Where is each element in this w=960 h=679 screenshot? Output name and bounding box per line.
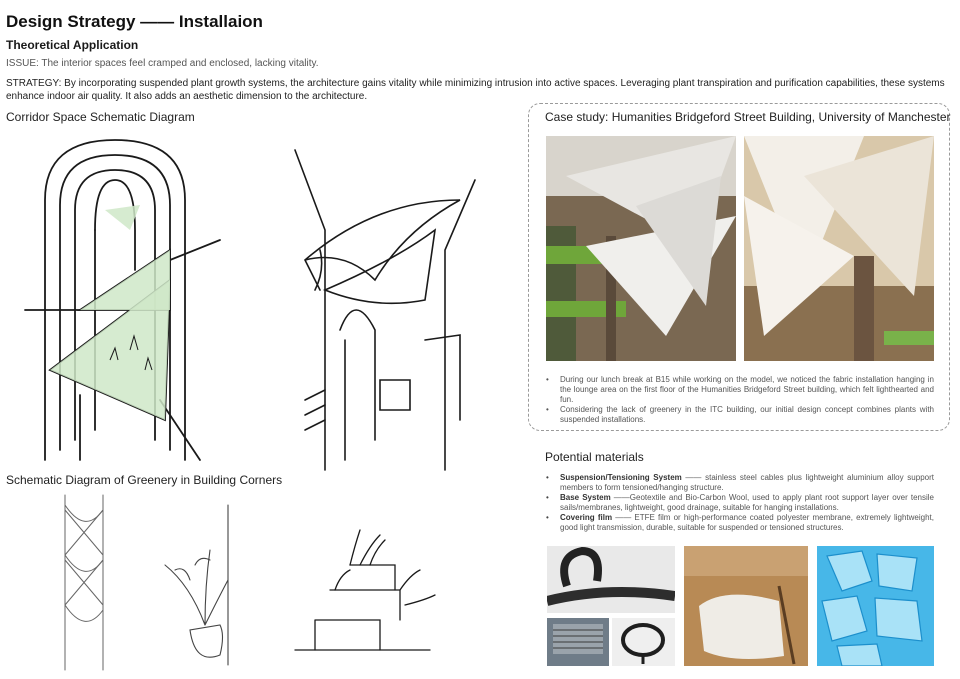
page-title: Design Strategy —— Installaion xyxy=(6,12,263,31)
corner-sketch-net xyxy=(55,495,125,670)
material-photo-geotextile xyxy=(684,546,808,666)
material-photo-etfe xyxy=(817,546,934,666)
material-item-suspension xyxy=(546,473,934,493)
material-term: Suspension/Tensioning System xyxy=(560,473,682,482)
material-term: Base System xyxy=(560,493,611,502)
material-photo-cable-ring xyxy=(612,618,675,666)
bullet-dot: • xyxy=(546,493,549,502)
case-photo-right xyxy=(744,136,934,361)
bullet-dot: • xyxy=(546,375,549,384)
case-bullet-text: Considering the lack of greenery in the ITC building, our initial design concept combines plants with suspended installations. xyxy=(560,405,934,424)
corner-sketch-plant xyxy=(150,505,265,670)
material-desc: ——Geotextile and Bio-Carbon Wool, used to apply plant root support layer over tensile sails/membranes, lightweight, good drainage, suitable for hanging installations. xyxy=(560,493,934,512)
corner-sketch-planters xyxy=(290,530,445,665)
strategy-text: STRATEGY: By incorporating suspended plant growth systems, the architecture gains vitality while minimizing intrusion into active spaces. Leveraging plant transpiration and purification capabilities, these systems enhance indoor air quality. It also adds an aesthetic dimension to the architecture. xyxy=(6,78,945,102)
case-photo-left xyxy=(546,136,736,361)
case-bullet-text: During our lunch break at B15 while working on the model, we noticed the fabric installation hanging in the lounge area on the first floor of the Humanities Bridgeford Street building, which felt lighthearted and fun. xyxy=(560,375,934,404)
material-item-base xyxy=(546,493,934,513)
case-study-heading: Case study: Humanities Bridgeford Street Building, University of Manchester xyxy=(545,110,951,124)
corridor-heading: Corridor Space Schematic Diagram xyxy=(6,110,195,124)
page-subtitle: Theoretical Application xyxy=(6,38,139,52)
case-bullet-1 xyxy=(546,375,934,405)
corridor-sketch-arches xyxy=(20,130,270,470)
issue-text: ISSUE: The interior spaces feel cramped and enclosed, lacking vitality. xyxy=(6,58,319,69)
bullet-dot: • xyxy=(546,513,549,522)
case-bullet-2 xyxy=(546,405,934,425)
material-item-covering xyxy=(546,513,934,533)
corridor-sketch-fabric xyxy=(285,140,500,470)
material-photo-shackle xyxy=(547,546,675,613)
material-photo-frame xyxy=(547,618,609,666)
material-desc: —— stainless steel cables plus lightweight aluminium alloy support members to form tensioned/hanging structure. xyxy=(560,473,934,492)
materials-heading: Potential materials xyxy=(545,450,644,464)
material-term: Covering film xyxy=(560,513,613,522)
corners-heading: Schematic Diagram of Greenery in Building Corners xyxy=(6,473,283,487)
bullet-dot: • xyxy=(546,405,549,414)
material-desc: —— ETFE film or high-performance coated polyester membrane, extremely lightweight, good light transmission, durable, suitable for suspended or tensioned structures. xyxy=(560,513,934,532)
bullet-dot: • xyxy=(546,473,549,482)
